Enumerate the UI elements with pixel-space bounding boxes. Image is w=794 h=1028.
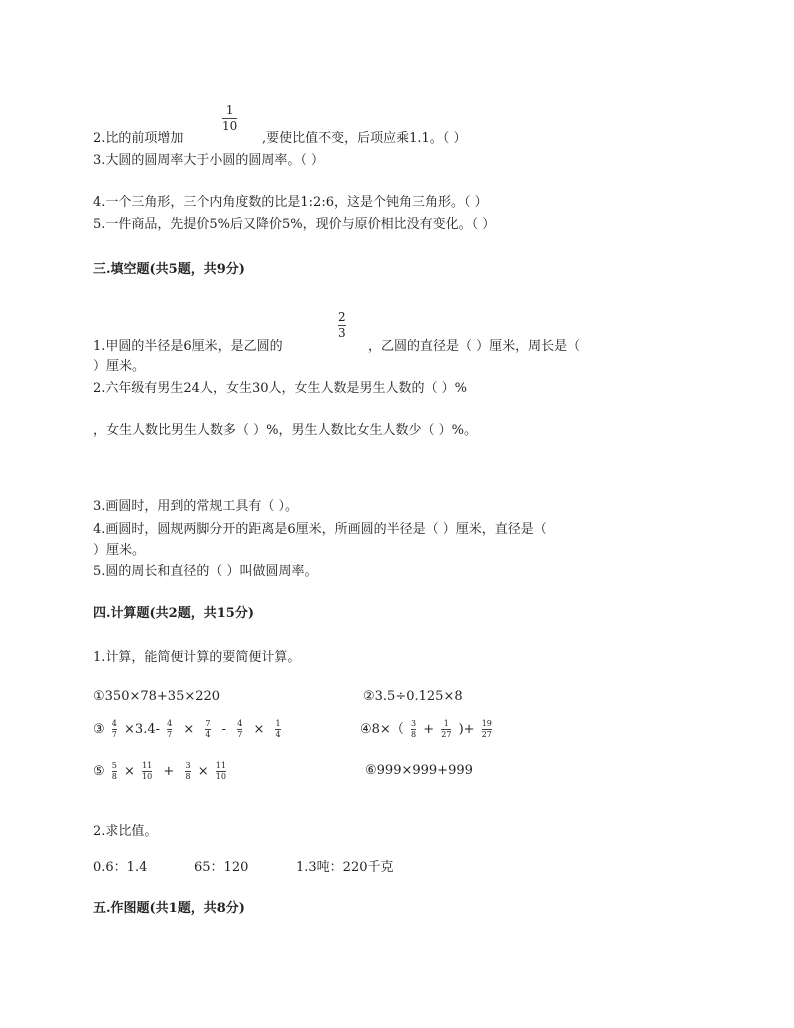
expr5-fraction-1: [112, 762, 117, 781]
numerator: 19: [481, 719, 492, 728]
expr4-fraction-2: [441, 720, 451, 739]
expr3-fraction-5: [275, 720, 280, 739]
denominator: 27: [441, 730, 452, 739]
draw-section-heading: 五.作图题(共1题，共8分): [93, 901, 245, 916]
fill-q1-continued: ，乙圆的直径是（ ）厘米，周长是（: [368, 339, 581, 354]
denominator: 4: [275, 730, 281, 739]
expr3-term-4: ×: [253, 722, 265, 737]
numerator: 11: [215, 761, 226, 770]
expr5-fraction-3: [185, 762, 190, 781]
expr4-term-2: )+: [458, 722, 475, 737]
expr3-term-3: -: [221, 722, 227, 737]
calc-expression-6: ⑥999×999+999: [365, 763, 473, 778]
numerator: 7: [205, 719, 211, 728]
expr4-fraction-1: [411, 720, 416, 739]
calc-q1: 1.计算，能简便计算的要简便计算。: [93, 650, 301, 665]
calc-expression-5: [93, 762, 229, 781]
expr3-lead: ③: [93, 722, 105, 737]
expr3-fraction-4: [237, 720, 242, 739]
expr5-fraction-4: [216, 762, 226, 781]
calc-expression-3: [93, 720, 284, 739]
expr5-fraction-2: [142, 762, 152, 781]
fill-q4: 4.画圆时，圆规两脚分开的距离是6厘米，所画圆的半径是（ ）厘米，直径是（: [93, 522, 547, 537]
fraction-numerator: 2: [338, 310, 346, 324]
denominator: 7: [167, 730, 173, 739]
ratio-3: 1.3吨：220千克: [296, 860, 394, 875]
numerator: 1: [443, 719, 449, 728]
fraction-denominator: 3: [338, 326, 346, 340]
expr3-term-1: ×3.4-: [124, 722, 160, 737]
fill-q5: 5.圆的周长和直径的（ ）叫做圆周率。: [93, 564, 318, 579]
denominator: 8: [111, 772, 117, 781]
calc-expression-1: ①350×78+35×220: [93, 689, 221, 704]
expr3-fraction-2: [167, 720, 172, 739]
expr5-lead: ⑤: [93, 764, 105, 779]
ratio-1: 0.6：1.4: [93, 860, 148, 875]
denominator: 7: [237, 730, 243, 739]
numerator: 3: [185, 761, 191, 770]
fill-q1: [93, 338, 283, 356]
expr3-term-2: ×: [183, 722, 195, 737]
expr5-term-2: +: [163, 764, 175, 779]
expr5-term-3: ×: [197, 764, 209, 779]
expr3-fraction-1: [112, 720, 117, 739]
fill-q4-end: ）厘米。: [93, 543, 146, 558]
numerator: 4: [237, 719, 243, 728]
expr4-lead: ④8×（: [360, 722, 404, 737]
fraction-denominator: 10: [222, 119, 238, 133]
expr4-term-1: +: [423, 722, 435, 737]
denominator: 27: [481, 730, 492, 739]
judge-q3: 3.大圆的圆周率大于小圆的圆周率。（ ）: [93, 153, 325, 168]
expr5-term-1: ×: [124, 764, 135, 779]
fill-q3: 3.画圆时，用到的常规工具有（ ）。: [93, 499, 299, 514]
judge-q2-text-b: ,要使比值不变，后项应乘1.1。（ ）: [262, 131, 467, 146]
expr3-fraction-3: [205, 720, 210, 739]
fill-q1-fraction: [338, 311, 346, 340]
numerator: 4: [167, 719, 173, 728]
calc-expression-4: [360, 720, 495, 739]
calc-q2: 2.求比值。: [93, 824, 158, 839]
denominator: 4: [205, 730, 211, 739]
fill-q1-end: ）厘米。: [93, 359, 146, 374]
fill-q2: 2.六年级有男生24人，女生30人，女生人数是男生人数的（ ）%: [93, 381, 467, 396]
judge-q2: [93, 130, 183, 148]
judge-q5: 5.一件商品，先提价5%后又降价5%，现价与原价相比没有变化。（ ）: [93, 217, 496, 232]
expr4-fraction-3: [482, 720, 492, 739]
calc-expression-2: ②3.5÷0.125×8: [363, 689, 463, 704]
judge-q2-text-a: 2.比的前项增加: [93, 131, 184, 146]
judge-q4: 4.一个三角形，三个内角度数的比是1:2:6，这是个钝角三角形。（ ）: [93, 195, 488, 210]
denominator: 8: [185, 772, 191, 781]
fraction-numerator: 1: [225, 103, 234, 117]
numerator: 4: [111, 719, 117, 728]
numerator: 3: [410, 719, 417, 728]
denominator: 7: [111, 730, 117, 739]
judge-q2-continued: [262, 130, 466, 148]
calc-section-heading: 四.计算题(共2题，共15分): [93, 606, 254, 621]
ratio-2: 65：120: [194, 860, 249, 875]
judge-q2-fraction: [222, 104, 237, 133]
numerator: 1: [275, 719, 281, 728]
fill-section-heading: 三.填空题(共5题，共9分): [93, 262, 245, 277]
fill-q2-continued: ，女生人数比男生人数多（ ）%，男生人数比女生人数少（ ）%。: [93, 423, 477, 438]
denominator: 10: [215, 772, 226, 781]
numerator: 5: [111, 761, 117, 770]
denominator: 10: [142, 772, 153, 781]
numerator: 11: [142, 761, 153, 770]
denominator: 8: [410, 730, 417, 739]
fill-q1-text-a: 1.甲圆的半径是6厘米，是乙圆的: [93, 339, 283, 354]
